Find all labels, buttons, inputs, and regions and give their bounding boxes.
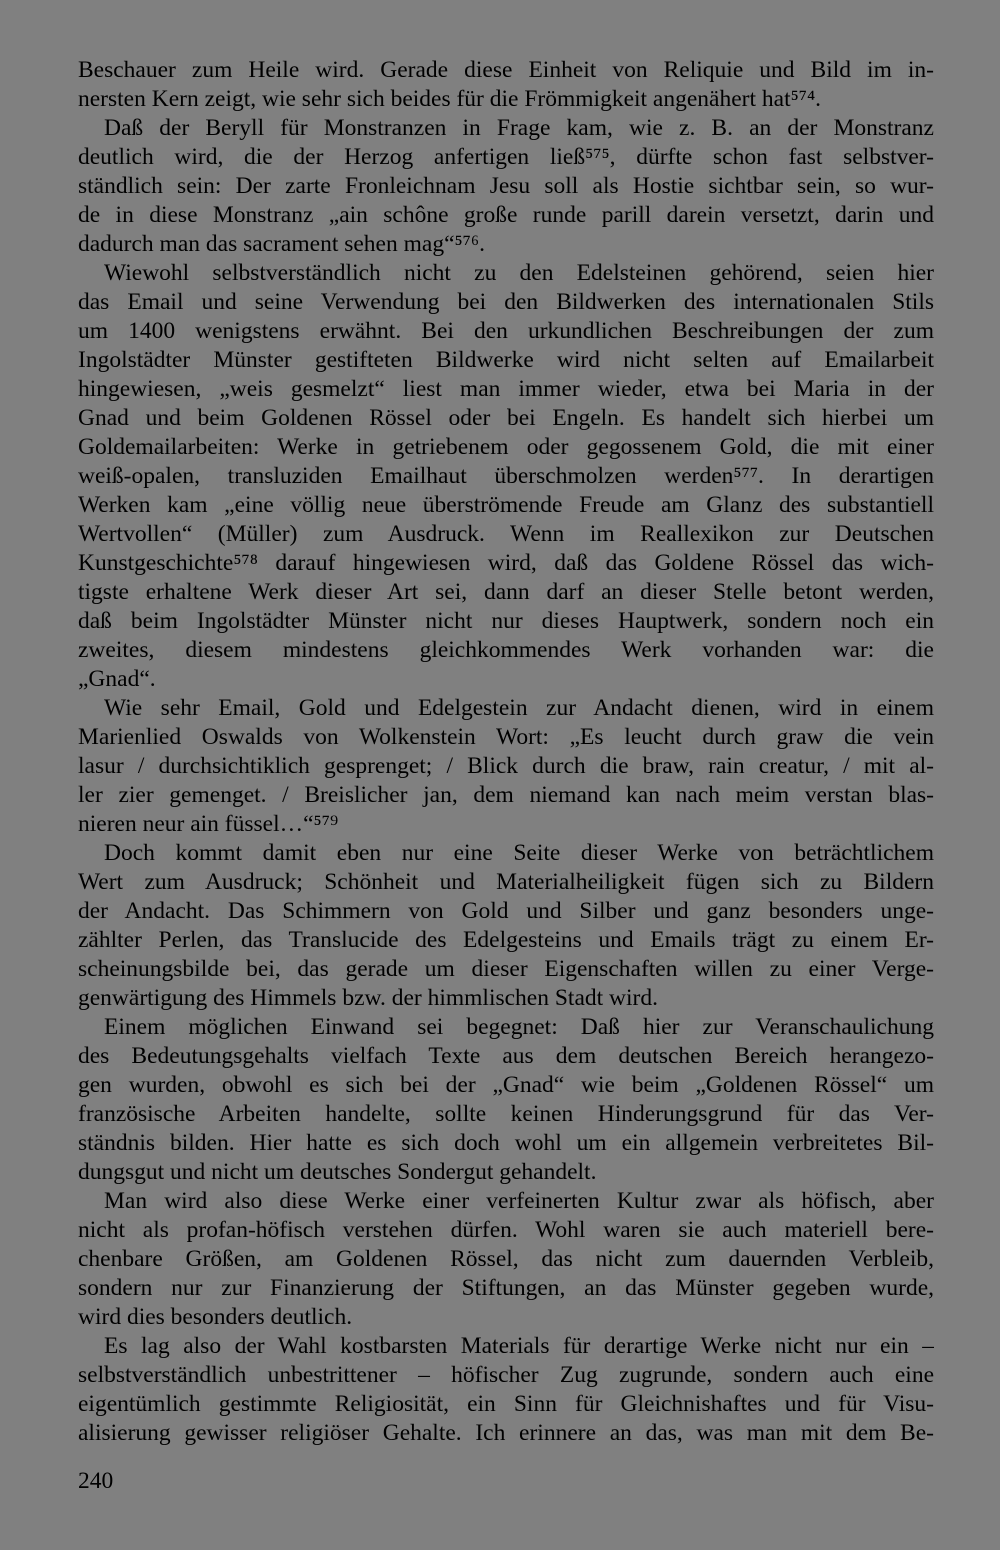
text-line: Wertvollen“ (Müller) zum Ausdruck. Wenn im Reallexikon zur Deutschen [78, 521, 934, 547]
text-line: Wert zum Ausdruck; Schönheit und Materialheiligkeit fügen sich zu Bildern [78, 869, 934, 895]
text-line: Marienlied Oswalds von Wolkenstein Wort: „Es leucht durch graw die vein [78, 724, 934, 750]
text-line: Daß der Beryll für Monstranzen in Frage kam, wie z. B. an der Monstranz [104, 115, 934, 141]
text-line: alisierung gewisser religiöser Gehalte. Ich erinnere an das, was man mit dem Be- [78, 1420, 934, 1446]
text-line: hingewiesen, „weis gesmelzt“ liest man immer wieder, etwa bei Maria in der [78, 376, 934, 402]
text-line: Beschauer zum Heile wird. Gerade diese Einheit von Reliquie und Bild im in- [78, 57, 934, 83]
text-line: Gnad und beim Goldenen Rössel oder bei Engeln. Es handelt sich hierbei um [78, 405, 934, 431]
text-line: „Gnad“. [78, 666, 156, 692]
text-line: chenbare Größen, am Goldenen Rössel, das nicht zum dauernden Verbleib, [78, 1246, 934, 1272]
text-line: genwärtigung des Himmels bzw. der himmlischen Stadt wird. [78, 985, 658, 1011]
text-line: zählter Perlen, das Translucide des Edelgesteins und Emails trägt zu einem Er- [78, 927, 934, 953]
text-line: tigste erhaltene Werk dieser Art sei, dann darf an dieser Stelle betont werden, [78, 579, 934, 605]
text-line: nieren neur ain füssel…“⁵⁷⁹ [78, 811, 339, 837]
text-line: daß beim Ingolstädter Münster nicht nur dieses Hauptwerk, sondern noch ein [78, 608, 934, 634]
text-line: ler zier gemenget. / Breislicher jan, dem niemand kan nach meim verstan blas- [78, 782, 934, 808]
text-line: Wie sehr Email, Gold und Edelgestein zur Andacht dienen, wird in einem [104, 695, 934, 721]
text-line: eigentümlich gestimmte Religiosität, ein Sinn für Gleichnishaftes und für Visu- [78, 1391, 934, 1417]
text-line: selbstverständlich unbestrittener – höfischer Zug zugrunde, sondern auch eine [78, 1362, 934, 1388]
text-line: Werken kam „eine völlig neue überströmende Freude am Glanz des substantiell [78, 492, 934, 518]
text-line: Man wird also diese Werke einer verfeinerten Kultur zwar als höfisch, aber [104, 1188, 934, 1214]
text-line: Doch kommt damit eben nur eine Seite dieser Werke von beträchtlichem [104, 840, 934, 866]
text-line: des Bedeutungsgehalts vielfach Texte aus dem deutschen Bereich herangezo- [78, 1043, 934, 1069]
page-number: 240 [78, 1468, 114, 1494]
text-line: Ingolstädter Münster gestifteten Bildwerke wird nicht selten auf Emailarbeit [78, 347, 934, 373]
text-line: wird dies besonders deutlich. [78, 1304, 353, 1330]
text-line: ständnis bilden. Hier hatte es sich doch wohl um ein allgemein verbreitetes Bil- [78, 1130, 934, 1156]
text-line: Kunstgeschichte⁵⁷⁸ darauf hingewiesen wird, daß das Goldene Rössel das wich- [78, 550, 934, 576]
text-line: dungsgut und nicht um deutsches Sondergut gehandelt. [78, 1159, 597, 1185]
text-line: lasur / durchsichtiklich gesprenget; / Blick durch die braw, rain creatur, / mit al- [78, 753, 934, 779]
text-line: ständlich sein: Der zarte Fronleichnam Jesu soll als Hostie sichtbar sein, so wur- [78, 173, 934, 199]
text-line: deutlich wird, die der Herzog anfertigen ließ⁵⁷⁵, dürfte schon fast selbstver- [78, 144, 934, 170]
text-line: dadurch man das sacrament sehen mag“⁵⁷⁶. [78, 231, 485, 257]
text-line: scheinungsbilde bei, das gerade um dieser Eigenschaften willen zu einer Verge- [78, 956, 934, 982]
text-line: französische Arbeiten handelte, sollte keinen Hinderungsgrund für das Ver- [78, 1101, 934, 1127]
text-line: Es lag also der Wahl kostbarsten Materials für derartige Werke nicht nur ein – [104, 1333, 934, 1359]
text-line: de in diese Monstranz „ain schône große runde parill darein versetzt, darin und [78, 202, 934, 228]
text-line: nicht als profan-höfisch verstehen dürfen. Wohl waren sie auch materiell bere- [78, 1217, 934, 1243]
text-line: um 1400 wenigstens erwähnt. Bei den urkundlichen Beschreibungen der zum [78, 318, 934, 344]
text-line: zweites, diesem mindestens gleichkommendes Werk vorhanden war: die [78, 637, 934, 663]
text-line: weiß-opalen, transluziden Emailhaut überschmolzen werden⁵⁷⁷. In derartigen [78, 463, 934, 489]
text-line: gen wurden, obwohl es sich bei der „Gnad“ wie beim „Goldenen Rössel“ um [78, 1072, 934, 1098]
text-line: sondern nur zur Finanzierung der Stiftungen, an das Münster gegeben wurde, [78, 1275, 934, 1301]
text-line: nersten Kern zeigt, wie sehr sich beides für die Frömmigkeit angenähert hat⁵⁷⁴. [78, 86, 822, 112]
text-line: der Andacht. Das Schimmern von Gold und Silber und ganz besonders unge- [78, 898, 934, 924]
text-line: Wiewohl selbstverständlich nicht zu den Edelsteinen gehörend, seien hier [104, 260, 934, 286]
text-line: das Email und seine Verwendung bei den Bildwerken des internationalen Stils [78, 289, 934, 315]
text-line: Einem möglichen Einwand sei begegnet: Daß hier zur Veranschaulichung [104, 1014, 934, 1040]
text-line: Goldemailarbeiten: Werke in getriebenem oder gegossenem Gold, die mit einer [78, 434, 934, 460]
